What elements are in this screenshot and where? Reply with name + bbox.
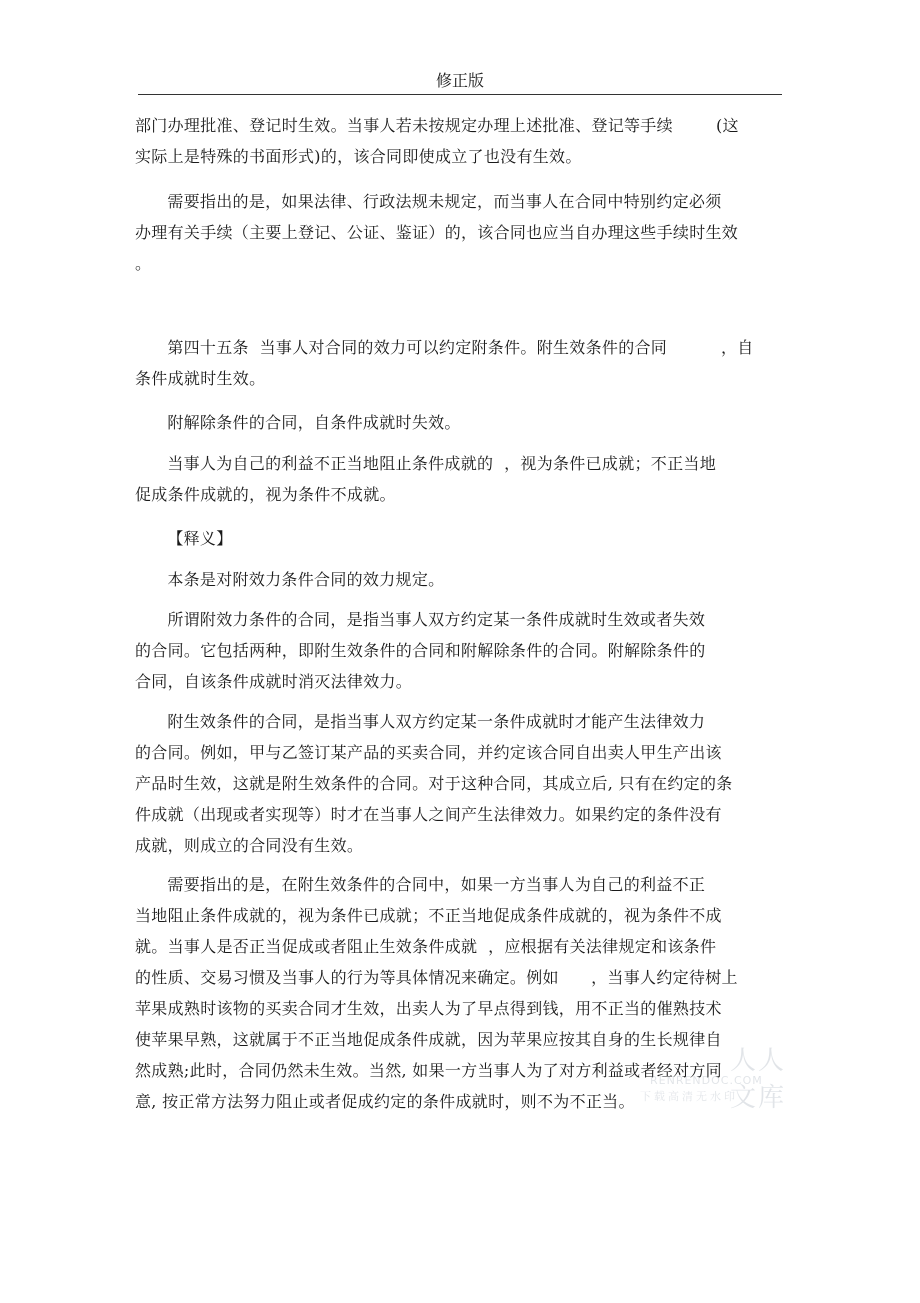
text-line: 然成熟;此时，合同仍然未生效。当然, 如果一方当事人为了对方利益或者经对方同	[135, 1061, 722, 1080]
text-line: 附解除条件的合同，自条件成就时失效。	[135, 413, 461, 432]
text-line: 需要指出的是，在附生效条件的合同中，如果一方当事人为自己的利益不正	[135, 875, 706, 894]
section-heading: 【释义】	[135, 529, 233, 548]
text-line: 当事人为自己的利益不正当地阻止条件成就的 ，视为条件已成就；不正当地	[135, 454, 716, 473]
text-line: 合同，自该条件成就时消灭法律效力。	[135, 672, 413, 691]
text-line: 的合同。例如，甲与乙签订某产品的买卖合同，并约定该合同自出卖人甲生产出该	[135, 743, 722, 762]
text-line: 本条是对附效力条件合同的效力规定。	[135, 570, 445, 589]
text-line: 附生效条件的合同，是指当事人双方约定某一条件成就时才能产生法律效力	[135, 712, 706, 731]
text-line: 需要指出的是，如果法律、行政法规未规定，而当事人在合同中特别约定必须	[135, 192, 722, 211]
header-title: 修正版	[435, 71, 484, 90]
watermark-subtitle: 下载高清无水印	[640, 1090, 738, 1103]
text-line: 的性质、交易习惯及当事人的行为等具体情况来确定。例如 ，当事人约定待树上	[135, 968, 738, 987]
text-line: 当地阻止条件成就的，视为条件已成就；不正当地促成条件成就的，视为条件不成	[135, 906, 722, 925]
page-header	[138, 68, 782, 95]
watermark-domain: RENRENDOC.COM	[650, 1074, 763, 1087]
text-line: 实际上是特殊的书面形式)的，该合同即使成立了也没有生效。	[135, 147, 582, 166]
article-title-line: 第四十五条 当事人对合同的效力可以约定附条件。附生效条件的合同 ，自	[135, 338, 754, 357]
text-line: 就。当事人是否正当促成或者阻止生效条件成就 ，应根据有关法律规定和该条件	[135, 937, 717, 956]
text-line: 条件成就时生效。	[135, 369, 266, 388]
text-line: 部门办理批准、登记时生效。当事人若未按规定办理上述批准、登记等手续 (这	[135, 116, 739, 135]
text-line: 。	[135, 254, 152, 273]
watermark-logo: 人人文库	[730, 1046, 787, 1113]
text-line: 促成条件成就的，视为条件不成就。	[135, 485, 396, 504]
text-line: 使苹果早熟，这就属于不正当地促成条件成就，因为苹果应按其自身的生长规律自	[135, 1030, 722, 1049]
text-line: 产品时生效，这就是附生效条件的合同。对于这种合同，其成立后, 只有在约定的条	[135, 774, 733, 793]
text-line: 苹果成熟时该物的买卖合同才生效，出卖人为了早点得到钱，用不正当的催熟技术	[135, 999, 722, 1018]
text-line: 件成就（出现或者实现等）时才在当事人之间产生法律效力。如果约定的条件没有	[135, 805, 722, 824]
text-line: 的合同。它包括两种，即附生效条件的合同和附解除条件的合同。附解除条件的	[135, 641, 706, 660]
watermark	[640, 1040, 790, 1113]
text-line: 办理有关手续（主要上登记、公证、鉴证）的，该合同也应当自办理这些手续时生效	[135, 223, 739, 242]
text-line: 成就，则成立的合同没有生效。	[135, 836, 364, 855]
text-line: 意, 按正常方法努力阻止或者促成约定的条件成就时，则不为不正当。	[135, 1092, 635, 1111]
text-line: 所谓附效力条件的合同，是指当事人双方约定某一条件成就时生效或者失效	[135, 610, 706, 629]
